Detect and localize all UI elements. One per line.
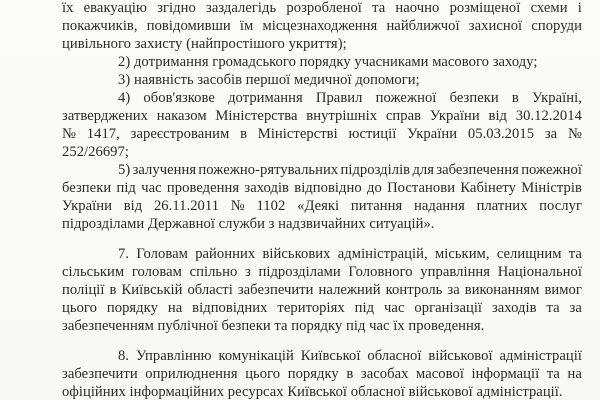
doc-line: підрозділами Державної служби з надзвичайних ситуацій».	[62, 216, 435, 232]
doc-word: безпеки	[62, 180, 112, 196]
doc-word: організації	[414, 300, 483, 316]
doc-word: в	[346, 366, 354, 382]
doc-word: заходів	[244, 180, 289, 196]
doc-word: платних	[476, 198, 528, 214]
doc-word: пожежної	[521, 162, 582, 178]
doc-word: захисної	[468, 18, 523, 34]
doc-word: Кабінету	[460, 180, 516, 196]
doc-line	[62, 18, 582, 34]
doc-word: Київській	[121, 282, 183, 298]
doc-line	[62, 108, 582, 124]
doc-word: поліції	[62, 282, 105, 298]
doc-line	[62, 264, 582, 280]
doc-word: від	[123, 198, 143, 214]
doc-word: Київської	[300, 348, 361, 364]
doc-word: Міністрів	[521, 180, 582, 196]
doc-word: цього	[62, 300, 97, 316]
doc-word: за	[544, 126, 558, 142]
doc-word: дотримання	[228, 90, 303, 106]
doc-word: забезпечити	[62, 366, 138, 382]
doc-word: евакуацію	[83, 0, 147, 16]
doc-word: в	[240, 126, 248, 142]
doc-word: та	[568, 246, 582, 262]
doc-word: їм	[239, 18, 254, 34]
doc-word: затверджених	[62, 108, 148, 124]
doc-word: споруди	[531, 18, 582, 34]
doc-word: адміністрації	[499, 348, 582, 364]
doc-word: України	[407, 126, 458, 142]
doc-word: Україні,	[532, 90, 582, 106]
doc-word: забезпечити	[237, 282, 314, 298]
doc-line: 252/26697;	[62, 144, 129, 160]
doc-word: управління	[420, 264, 491, 280]
doc-word: обласної	[367, 348, 422, 364]
doc-word: за	[569, 300, 582, 316]
doc-word: та	[546, 300, 560, 316]
doc-line	[118, 162, 582, 178]
doc-word: міським,	[434, 246, 490, 262]
doc-word: підрозділів	[340, 162, 411, 178]
doc-word: і	[577, 0, 582, 16]
doc-word: військових	[262, 246, 331, 262]
doc-word: належний	[318, 282, 381, 298]
doc-word: розміщеної	[449, 0, 521, 16]
doc-word: наочно	[395, 0, 440, 16]
doc-word: підрозділами	[258, 264, 341, 280]
doc-word: на	[167, 300, 183, 316]
doc-word: контроль	[385, 282, 443, 298]
doc-word: згідно	[157, 0, 196, 16]
doc-word: схеми	[530, 0, 568, 16]
doc-line: 3) наявність засобів першої медичної допомоги;	[118, 72, 420, 88]
doc-word: заходів	[491, 300, 537, 316]
doc-line: забезпеченням публічної безпеки та порядку під час їх проведення.	[62, 318, 485, 334]
doc-word: 8.	[118, 348, 130, 364]
doc-word: відповідних	[192, 300, 268, 316]
doc-word: час	[141, 180, 162, 196]
doc-line	[62, 282, 582, 298]
doc-word: залучення	[132, 162, 197, 178]
doc-word: №	[62, 126, 76, 142]
doc-word: вимог	[544, 282, 582, 298]
doc-word: обов'язкове	[143, 90, 215, 106]
doc-word: територіях	[277, 300, 345, 316]
doc-line	[62, 180, 582, 196]
doc-word: Головам	[136, 246, 188, 262]
doc-word: їх	[62, 0, 74, 16]
doc-line	[62, 300, 582, 316]
doc-word: місцезнаходження	[262, 18, 378, 34]
doc-word: пожежно-рятувальних	[198, 162, 339, 178]
doc-word: комунікацій	[218, 348, 294, 364]
doc-word: час	[384, 300, 405, 316]
doc-word: України	[429, 108, 480, 124]
doc-word: 05.03.2015	[467, 126, 535, 142]
doc-line: цивільного захисту (найпростішого укриття);	[62, 36, 347, 52]
doc-word: та	[372, 0, 386, 16]
doc-line	[62, 126, 582, 142]
doc-word: селищним	[496, 246, 562, 262]
doc-word: безпеки	[449, 90, 499, 106]
doc-word: зареєстрованим	[130, 126, 230, 142]
doc-word: заздалегідь	[206, 0, 277, 16]
doc-word: на	[567, 366, 582, 382]
doc-word: відповідно	[294, 180, 362, 196]
doc-word: порядку	[106, 300, 158, 316]
doc-word: та	[546, 366, 560, 382]
doc-word: юстиції	[348, 126, 397, 142]
doc-word: наказом	[156, 108, 207, 124]
doc-word: Управлінню	[135, 348, 212, 364]
doc-word: до	[367, 180, 382, 196]
doc-word: інформації	[471, 366, 540, 382]
doc-word: засобах	[360, 366, 409, 382]
doc-word: масової	[416, 366, 464, 382]
doc-word: під	[354, 300, 375, 316]
doc-word: області	[187, 282, 233, 298]
doc-word: спільно	[189, 264, 238, 280]
doc-word: Міністерстві	[257, 126, 338, 142]
doc-word: 5)	[118, 162, 131, 178]
doc-word: надання	[413, 198, 465, 214]
doc-word: під	[116, 180, 136, 196]
doc-word: питання	[350, 198, 403, 214]
doc-word: з	[245, 264, 251, 280]
doc-line: офіційних інформаційних ресурсах Київської обласної військової адміністрації.	[62, 384, 563, 400]
doc-word: повідомивши	[146, 18, 231, 34]
doc-line	[118, 348, 582, 364]
doc-word: Національної	[497, 264, 582, 280]
doc-word: «Деякі	[297, 198, 340, 214]
doc-word: в	[109, 282, 117, 298]
doc-line: 2) дотримання громадського порядку учасниками масового заходу;	[118, 54, 538, 70]
doc-word: Міністерства	[215, 108, 298, 124]
doc-word: №	[567, 126, 582, 142]
doc-word: 26.11.2011	[153, 198, 220, 214]
doc-word: найближчої	[386, 18, 460, 34]
doc-word: від	[488, 108, 508, 124]
doc-line	[118, 246, 582, 262]
doc-word: цього	[245, 366, 281, 382]
doc-line	[62, 0, 582, 16]
doc-word: 1102	[256, 198, 286, 214]
doc-line	[62, 198, 582, 214]
doc-word: районних	[195, 246, 256, 262]
doc-word: 30.12.2014	[515, 108, 582, 124]
doc-word: покажчиків,	[62, 18, 138, 34]
doc-word: 1417,	[86, 126, 120, 142]
doc-word: 7.	[118, 246, 130, 262]
doc-word: забезпечення	[436, 162, 519, 178]
doc-word: в	[511, 90, 519, 106]
doc-word: головам	[131, 264, 182, 280]
doc-word: військової	[428, 348, 493, 364]
doc-word: пожежної	[375, 90, 437, 106]
doc-word: Головного	[348, 264, 413, 280]
doc-word: адміністрацій,	[337, 246, 428, 262]
doc-word: України	[62, 198, 112, 214]
doc-word: виконанням	[464, 282, 540, 298]
doc-word: сільським	[62, 264, 125, 280]
doc-word: Правил	[315, 90, 363, 106]
doc-word: справ	[385, 108, 422, 124]
doc-word: 4)	[118, 90, 131, 106]
doc-word: внутрішніх	[306, 108, 378, 124]
doc-word: послуг	[539, 198, 582, 214]
doc-word: порядку	[287, 366, 339, 382]
doc-word: №	[230, 198, 245, 214]
doc-word: проведення	[166, 180, 240, 196]
doc-word: за	[447, 282, 460, 298]
doc-word: оприлюднення	[145, 366, 238, 382]
doc-word: Постанови	[387, 180, 456, 196]
doc-word: для	[412, 162, 435, 178]
doc-word: розробленої	[286, 0, 362, 16]
doc-line	[118, 90, 582, 106]
doc-line	[62, 366, 582, 382]
